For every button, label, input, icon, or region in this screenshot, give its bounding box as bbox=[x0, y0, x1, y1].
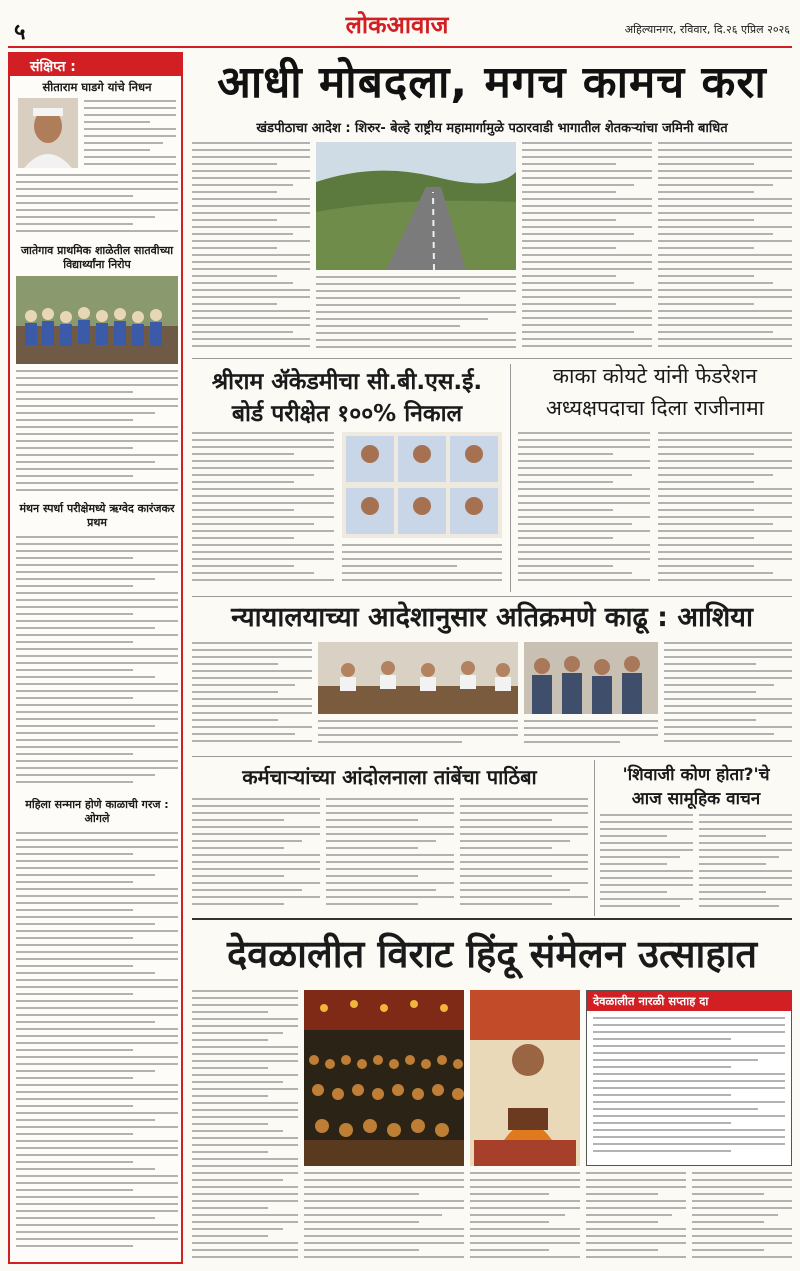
main-col-2 bbox=[316, 276, 516, 352]
shivaji-headline-1: 'शिवाजी कोण होता?'चे bbox=[622, 765, 770, 785]
sidebar-body-1a bbox=[84, 100, 176, 170]
paper-name: लोकआवाज bbox=[345, 11, 449, 39]
encroachment-headline: न्यायालयाच्या आदेशानुसार अतिक्रमणे काढू : आशिया bbox=[231, 602, 753, 633]
federation-headline-2: अध्यक्षपदाचा दिला राजीनामा bbox=[545, 396, 765, 420]
sidebar-body-2 bbox=[16, 370, 178, 496]
school-headline-1: श्रीराम ॲकेडमीचा सी.बी.एस.ई. bbox=[211, 369, 483, 395]
encroachment-col-2 bbox=[318, 720, 518, 752]
obituary-portrait bbox=[18, 98, 78, 168]
sammelan-crowd-photo bbox=[304, 990, 464, 1166]
bottom-col-2 bbox=[304, 1172, 464, 1262]
rule-v-2 bbox=[594, 760, 595, 916]
sidebar-section-title: संक्षिप्त : bbox=[10, 54, 181, 76]
rule-2 bbox=[192, 596, 792, 597]
highway-photo bbox=[316, 142, 516, 270]
dateline: अहिल्यानगर, रविवार, दि.२६ एप्रिल २०२६ bbox=[624, 23, 790, 36]
bottom-col-1 bbox=[192, 990, 298, 1262]
sidebar-headline-4: महिला सन्मान होणे काळाची गरज : ओगले bbox=[25, 798, 169, 825]
meeting-photo bbox=[318, 642, 518, 714]
page-number: ५ bbox=[14, 20, 26, 45]
sidebar-body-1b bbox=[16, 174, 178, 238]
bottom-col-5 bbox=[692, 1172, 792, 1262]
federation-body-2 bbox=[658, 432, 792, 590]
federation-headline-1: काका कोयटे यांनी फेडरेशन bbox=[552, 364, 758, 388]
school-body-2 bbox=[342, 544, 502, 590]
shivaji-body-1 bbox=[600, 814, 693, 912]
shivaji-body-2 bbox=[699, 814, 792, 912]
box-title: देवळालीत नारळी सप्ताह दा bbox=[587, 991, 791, 1011]
workers-body-1 bbox=[192, 798, 320, 912]
main-col-1 bbox=[192, 142, 310, 352]
bottom-col-3 bbox=[470, 1172, 580, 1262]
sidebar-body-3 bbox=[16, 536, 178, 792]
main-subhead: खंडपीठाचा आदेश : शिरुर- बेल्हे राष्ट्रीय महामार्गामुळे पठारवाडी भागातील शेतकऱ्यांचा जमिनी बाधित bbox=[256, 121, 728, 136]
rule-1 bbox=[192, 358, 792, 359]
main-col-4 bbox=[658, 142, 792, 352]
sidebar-headline-2: जातेगाव प्राथमिक शाळेतील सातवीच्या विद्यार्थ्यांना निरोप bbox=[20, 244, 174, 271]
workers-body-2 bbox=[326, 798, 454, 912]
rule-3 bbox=[192, 756, 792, 757]
sidebar-body-4 bbox=[16, 832, 178, 1258]
masthead bbox=[0, 0, 800, 48]
bottom-headline: देवळालीत विराट हिंदू संमेलन उत्साहात bbox=[226, 932, 758, 976]
rule-4 bbox=[192, 918, 792, 920]
nararli-saptah-box bbox=[586, 990, 792, 1166]
encroachment-col-1 bbox=[192, 642, 312, 752]
main-col-3 bbox=[522, 142, 652, 352]
students-photo bbox=[16, 276, 178, 364]
crowd-photo bbox=[524, 642, 658, 714]
federation-body-1 bbox=[518, 432, 650, 590]
box-body bbox=[593, 1017, 785, 1161]
rule-v-1 bbox=[510, 364, 511, 592]
encroachment-col-4 bbox=[664, 642, 792, 752]
workers-headline: कर्मचाऱ्यांच्या आंदोलनाला तांबेंचा पाठिंबा bbox=[242, 765, 537, 789]
encroachment-col-3 bbox=[524, 720, 658, 752]
speaker-photo bbox=[470, 990, 580, 1166]
sidebar-headline-3: मंथन स्पर्धा परीक्षेमध्ये ऋग्वेद कारंजकर प्रथम bbox=[19, 502, 175, 529]
masthead-rule bbox=[8, 46, 792, 48]
sidebar-headline-1: सीताराम घाडगे यांचे निधन bbox=[42, 80, 152, 94]
toppers-photo bbox=[342, 432, 502, 538]
school-body-1 bbox=[192, 432, 334, 590]
main-headline: आधी मोबदला, मगच कामच करा bbox=[217, 57, 767, 108]
workers-body-3 bbox=[460, 798, 588, 912]
bottom-col-4 bbox=[586, 1172, 686, 1262]
school-headline-2: बोर्ड परीक्षेत १००% निकाल bbox=[231, 401, 463, 427]
shivaji-headline-2: आज सामूहिक वाचन bbox=[631, 789, 761, 809]
sidebar bbox=[8, 52, 183, 1264]
